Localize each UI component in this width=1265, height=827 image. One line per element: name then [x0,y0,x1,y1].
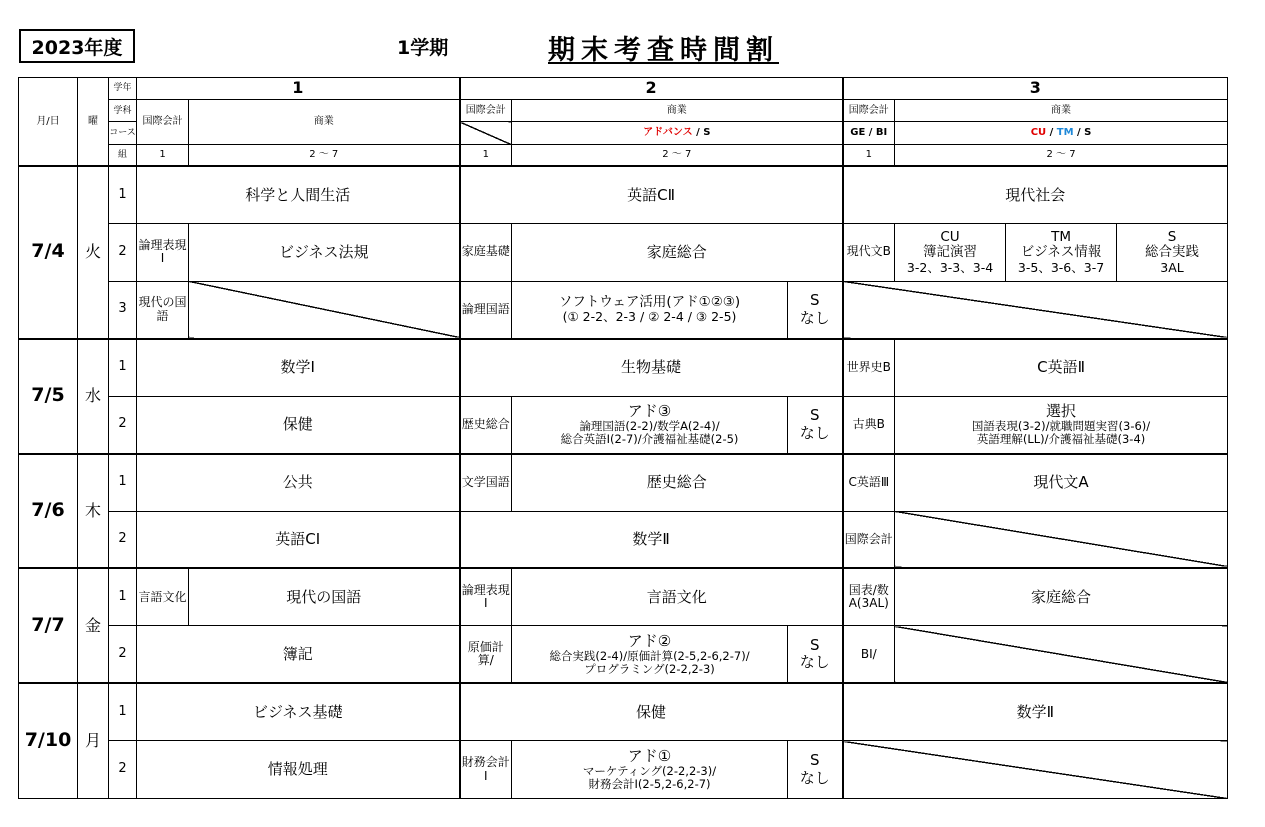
g3-pre-subject: 国表/数A(3AL) [843,568,895,625]
g1-subject: ビジネス法規 [189,224,460,281]
course-name: S [810,291,820,310]
g1-subject: 情報処理 [137,741,460,799]
day-date: 7/6 [19,454,78,569]
g2-pre-subject: 原価計算/ [460,626,512,683]
subject-detail: マーケティング(2-2,2-3)/ [582,764,717,779]
day-date: 7/5 [19,339,78,454]
header-dept-label: 学科 [109,100,137,122]
subject-name: 簿記演習 [923,244,978,261]
g2-pre-subject: 論理表現Ⅰ [460,568,512,625]
none-label: なし [799,653,830,672]
g3-course-commerce [895,122,1228,144]
grade-3-header: 3 [843,78,1228,100]
g3-empty-slot [895,626,1228,683]
g3-course-tm-subject [1006,224,1117,281]
course-tm: TM [1056,127,1074,139]
g3-pre-subject: 世界史B [843,339,895,396]
g3-pre-subject: 古典B [843,396,895,453]
none-label: なし [799,308,830,327]
none-label: なし [799,423,830,442]
g1-pre-subject: 現代の国語 [137,281,189,338]
g2-pre-subject: 論理国語 [460,281,512,338]
g3-course-s-subject [1117,224,1228,281]
g1-empty-slot [189,281,460,338]
subject-line: 選択 [1046,401,1077,420]
g2-class-intl: 1 [460,144,512,166]
g2-s-course-note [788,626,843,683]
subject-line: アド② [627,631,672,650]
g2-subject [512,626,788,683]
g2-class-commerce: 2 ～ 7 [512,144,843,166]
g2-pre-subject: 財務会計Ⅰ [460,741,512,799]
g1-class-commerce: 2 ～ 7 [189,144,460,166]
day-date: 7/10 [19,683,78,798]
g1-pre-subject: 言語文化 [137,568,189,625]
period-number: 1 [109,568,137,625]
g2-subject: 歴史総合 [512,454,843,511]
g3-subject: C英語Ⅱ [895,339,1228,396]
g1-subject: 科学と人間生活 [137,166,460,223]
g2-subject: 家庭総合 [512,224,843,281]
page-title: 期末考査時間割 [548,35,779,66]
g2-s-course-note [788,396,843,453]
g1-dept-commerce: 商業 [189,100,460,144]
g2-course-commerce [512,122,843,144]
g3-empty-slot [895,511,1228,568]
course-s: / S [692,127,711,139]
year-label: 2023年度 [19,29,135,63]
g1-subject: 公共 [137,454,460,511]
period-number: 2 [109,741,137,799]
subject-name: ビジネス情報 [1020,244,1102,261]
g3-empty-slot [843,741,1228,799]
g3-dept-commerce: 商業 [895,100,1228,122]
g1-subject: 保健 [137,396,460,453]
class-list: 3AL [1160,259,1184,275]
g2-s-course-note [788,741,843,799]
g2-dept-intl: 国際会計 [460,100,512,122]
g2-course-intl-empty [460,122,512,144]
g2-subject: 数学Ⅱ [460,511,843,568]
course-name: S [810,636,820,655]
g2-subject: 言語文化 [512,568,843,625]
period-number: 1 [109,166,137,223]
g3-pre-subject: 現代文B [843,224,895,281]
g1-subject: 簿記 [137,626,460,683]
g3-subject: 現代文A [895,454,1228,511]
g3-subject [895,396,1228,453]
g2-subject [512,396,788,453]
g3-pre-subject: C英語Ⅲ [843,454,895,511]
subject-detail: 国語表現(3-2)/就職問題実習(3-6)/ [971,418,1151,433]
g3-empty-slot [843,281,1228,338]
g2-s-course-note [788,281,843,338]
g3-subject: 家庭総合 [895,568,1228,625]
g2-subject: 生物基礎 [460,339,843,396]
period-number: 2 [109,396,137,453]
day-weekday: 月 [78,683,109,798]
g2-subject [512,741,788,799]
class-list: 3-2、3-3、3-4 [906,259,994,275]
course-name: S [810,751,820,770]
g2-subject: 保健 [460,683,843,740]
subject-detail: (① 2-2、2-3 / ② 2-4 / ③ 2-5) [562,309,737,325]
g3-subject: 現代社会 [843,166,1228,223]
header-date: 月/日 [19,78,78,167]
header-grade-label: 学年 [109,78,137,100]
course-name: CU [940,228,960,245]
day-weekday: 水 [78,339,109,454]
day-weekday: 火 [78,166,109,338]
g2-pre-subject: 文学国語 [460,454,512,511]
header-day: 曜 [78,78,109,167]
subject-detail: 総合実践(2-4)/原価計算(2-5,2-6,2-7)/ [549,648,750,663]
header-class-label: 組 [109,144,137,166]
day-date: 7/4 [19,166,78,338]
course-advance: アドバンス [643,127,693,139]
course-name: S [810,406,820,425]
g1-class-intl: 1 [137,144,189,166]
term-label: 1学期 [397,37,449,59]
subject-detail: 総合英語Ⅰ(2-7)/介護福祉基礎(2-5) [560,432,739,447]
class-list: 3-5、3-6、3-7 [1017,259,1105,275]
g3-subject: 数学Ⅱ [843,683,1228,740]
subject-line: ソフトウェア活用(アド①②③) [558,293,741,310]
subject-line: アド① [627,746,672,765]
g3-class-commerce: 2 ～ 7 [895,144,1228,166]
grade-1-header: 1 [137,78,460,100]
subject-detail: 英語理解(LL)/介護福祉基礎(3-4) [976,432,1146,447]
period-number: 1 [109,454,137,511]
exam-timetable [18,77,1228,799]
period-number: 1 [109,683,137,740]
g3-dept-intl: 国際会計 [843,100,895,122]
subject-detail: プログラミング(2-2,2-3) [584,662,715,677]
subject-line: アド③ [627,401,672,420]
g2-dept-commerce: 商業 [512,100,843,122]
grade-2-header: 2 [460,78,843,100]
day-weekday: 金 [78,568,109,683]
g2-subject: 英語CⅡ [460,166,843,223]
g3-pre-subject: 国際会計 [843,511,895,568]
day-date: 7/7 [19,568,78,683]
subject-detail: 財務会計Ⅰ(2-5,2-6,2-7) [588,777,711,792]
period-number: 3 [109,281,137,338]
g1-dept-intl: 国際会計 [137,100,189,144]
subject-name: 総合実践 [1145,244,1200,261]
g1-subject: 数学Ⅰ [137,339,460,396]
course-sep: / [1046,127,1057,139]
g3-course-cu-subject [895,224,1006,281]
g1-subject: ビジネス基礎 [137,683,460,740]
subject-detail: 論理国語(2-2)/数学A(2-4)/ [579,418,720,433]
g2-pre-subject: 家庭基礎 [460,224,512,281]
g2-subject [512,281,788,338]
g3-pre-subject: BI/ [843,626,895,683]
course-s: / S [1073,127,1092,139]
g1-pre-subject: 論理表現Ⅰ [137,224,189,281]
none-label: なし [799,768,830,787]
g1-subject: 英語CⅠ [137,511,460,568]
period-number: 2 [109,511,137,568]
course-name: TM [1051,228,1071,245]
period-number: 1 [109,339,137,396]
g1-subject: 現代の国語 [189,568,460,625]
period-number: 2 [109,626,137,683]
period-number: 2 [109,224,137,281]
g3-class-intl: 1 [843,144,895,166]
g2-pre-subject: 歴史総合 [460,396,512,453]
header-course-label: コース [109,122,137,144]
day-weekday: 木 [78,454,109,569]
course-name: S [1167,228,1177,245]
g3-course-intl: GE / BI [843,122,895,144]
course-cu: CU [1030,127,1047,139]
